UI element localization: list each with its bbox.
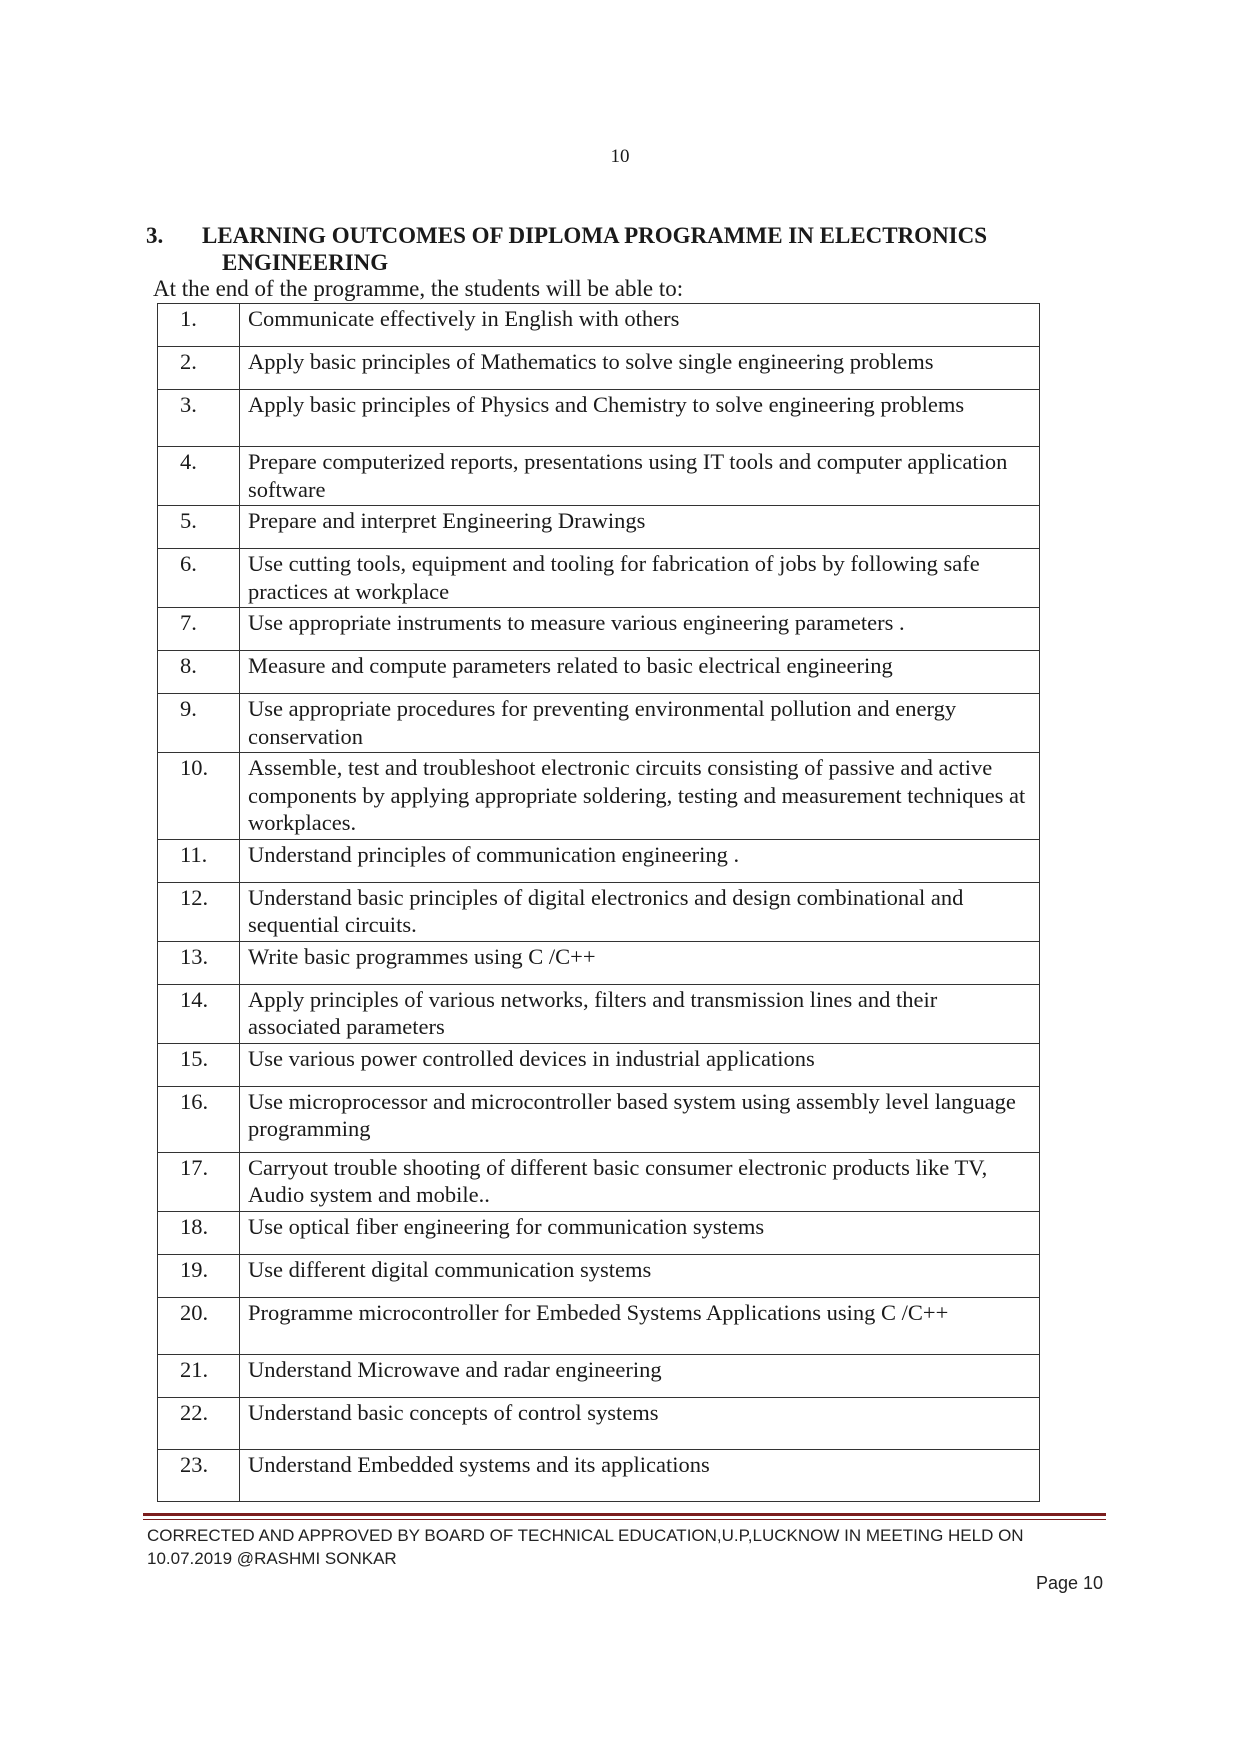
outcome-number: 18. (158, 1211, 240, 1254)
outcome-number: 11. (158, 839, 240, 882)
page-label: Page 10 (1035, 1573, 1103, 1593)
outcome-text: Apply principles of various networks, filters and transmission lines and their associated parameters (240, 984, 1040, 1043)
table-row (158, 390, 1040, 447)
table-row (158, 347, 1040, 390)
outcome-text: Apply basic principles of Physics and Chemistry to solve engineering problems (240, 390, 1040, 447)
outcome-number: 12. (158, 882, 240, 941)
footer-rule-thick (143, 1513, 1106, 1516)
table-row (158, 549, 1040, 608)
outcome-text: Communicate effectively in English with others (240, 304, 1040, 347)
outcome-text: Use appropriate procedures for preventing environmental pollution and energy conservation (240, 694, 1040, 753)
table-row (158, 1043, 1040, 1086)
outcomes-table (157, 303, 1040, 1502)
outcome-text: Understand basic principles of digital electronics and design combinational and sequential circuits. (240, 882, 1040, 941)
outcome-number: 3. (158, 390, 240, 447)
table-row (158, 304, 1040, 347)
outcome-text: Use microprocessor and microcontroller based system using assembly level language programming (240, 1086, 1040, 1152)
outcome-text: Prepare computerized reports, presentations using IT tools and computer application software (240, 447, 1040, 506)
footer-rule-thin (143, 1519, 1106, 1520)
outcome-number: 7. (158, 608, 240, 651)
section-title-line1: LEARNING OUTCOMES OF DIPLOMA PROGRAMME IN ELECTRONICS (202, 223, 988, 248)
outcome-text: Understand basic concepts of control systems (240, 1397, 1040, 1449)
table-row (158, 1211, 1040, 1254)
table-row (158, 506, 1040, 549)
intro-text: At the end of the programme, the students will be able to: (153, 276, 684, 301)
outcome-number: 23. (158, 1449, 240, 1501)
table-row (158, 1354, 1040, 1397)
table-row (158, 984, 1040, 1043)
outcome-number: 15. (158, 1043, 240, 1086)
outcome-text: Carryout trouble shooting of different basic consumer electronic products like TV, Audio system and mobile.. (240, 1152, 1040, 1211)
outcome-number: 19. (158, 1254, 240, 1297)
table-row (158, 447, 1040, 506)
outcome-text: Write basic programmes using C /C++ (240, 941, 1040, 984)
outcome-text: Use optical fiber engineering for communication systems (240, 1211, 1040, 1254)
outcome-number: 16. (158, 1086, 240, 1152)
outcome-text: Measure and compute parameters related to basic electrical engineering (240, 651, 1040, 694)
outcome-number: 20. (158, 1297, 240, 1354)
table-row (158, 839, 1040, 882)
table-row (158, 1397, 1040, 1449)
outcome-text: Use cutting tools, equipment and tooling for fabrication of jobs by following safe practices at workplace (240, 549, 1040, 608)
footer-line2: 10.07.2019 @RASHMI SONKAR (147, 1549, 397, 1568)
table-row (158, 1086, 1040, 1152)
outcome-number: 17. (158, 1152, 240, 1211)
outcome-text: Prepare and interpret Engineering Drawings (240, 506, 1040, 549)
outcome-text: Understand Microwave and radar engineering (240, 1354, 1040, 1397)
outcome-text: Assemble, test and troubleshoot electronic circuits consisting of passive and active components by applying appropriate soldering, testing and measurement techniques at workplaces. (240, 753, 1040, 840)
footer-note (147, 1524, 1107, 1570)
outcome-number: 9. (158, 694, 240, 753)
page-number: 10 (610, 146, 630, 167)
outcome-number: 10. (158, 753, 240, 840)
outcome-text: Use different digital communication systems (240, 1254, 1040, 1297)
outcome-number: 6. (158, 549, 240, 608)
section-title (202, 222, 1082, 276)
table-row (158, 608, 1040, 651)
outcome-text: Use various power controlled devices in industrial applications (240, 1043, 1040, 1086)
outcome-number: 21. (158, 1354, 240, 1397)
outcome-number: 14. (158, 984, 240, 1043)
table-row (158, 1449, 1040, 1501)
table-row (158, 882, 1040, 941)
table-row (158, 1297, 1040, 1354)
table-row (158, 1254, 1040, 1297)
section-number: 3. (146, 223, 164, 248)
outcome-number: 13. (158, 941, 240, 984)
outcome-text: Understand principles of communication engineering . (240, 839, 1040, 882)
table-row (158, 941, 1040, 984)
outcome-number: 8. (158, 651, 240, 694)
outcome-number: 5. (158, 506, 240, 549)
outcome-number: 4. (158, 447, 240, 506)
table-row (158, 694, 1040, 753)
outcomes-table-body (158, 304, 1040, 1502)
section-title-line2: ENGINEERING (222, 250, 389, 275)
outcome-text: Apply basic principles of Mathematics to solve single engineering problems (240, 347, 1040, 390)
outcome-number: 2. (158, 347, 240, 390)
outcome-number: 22. (158, 1397, 240, 1449)
table-row (158, 1152, 1040, 1211)
footer-line1: CORRECTED AND APPROVED BY BOARD OF TECHNICAL EDUCATION,U.P,LUCKNOW IN MEETING HELD ON (147, 1526, 1024, 1545)
outcome-text: Understand Embedded systems and its applications (240, 1449, 1040, 1501)
table-row (158, 753, 1040, 840)
outcome-text: Programme microcontroller for Embeded Systems Applications using C /C++ (240, 1297, 1040, 1354)
outcome-number: 1. (158, 304, 240, 347)
outcome-text: Use appropriate instruments to measure various engineering parameters . (240, 608, 1040, 651)
table-row (158, 651, 1040, 694)
